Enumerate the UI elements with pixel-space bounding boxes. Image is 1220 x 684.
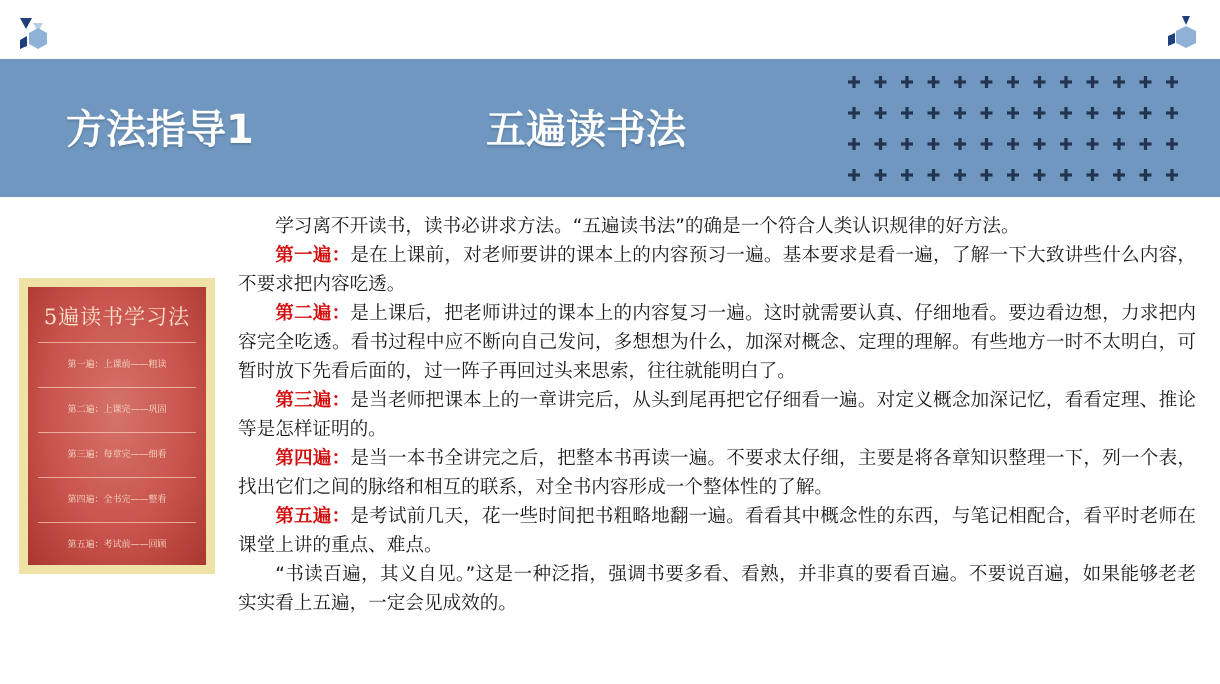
plus-mark — [1166, 107, 1178, 119]
pass-label: 第四遍： — [275, 448, 351, 469]
plus-mark — [901, 107, 913, 119]
pass-paragraph-3 — [238, 386, 1196, 444]
plus-mark — [1060, 138, 1072, 150]
section-label: 方法指导1 — [66, 107, 254, 153]
plus-mark — [954, 169, 966, 181]
plus-mark — [901, 169, 913, 181]
plus-mark — [1007, 138, 1019, 150]
pass-paragraph-2 — [238, 299, 1196, 386]
plus-mark — [954, 76, 966, 88]
poster-image — [19, 278, 215, 574]
poster-row: 第四遍：全书完——整看 — [38, 477, 196, 522]
pass-text: 是上课后，把老师讲过的课本上的内容复习一遍。这时就需要认真、仔细地看。要边看边想，力求把内容完全吃透。看书过程中应不断向自己发问，多想想为什么，加深对概念、定理的理解。有些地方一时不太明白，可暂时放下先看后面的，过一阵子再回过头来思索，往往就能明白了。 — [238, 303, 1196, 382]
plus-mark — [1087, 107, 1099, 119]
plus-mark — [928, 76, 940, 88]
pass-paragraph-1 — [238, 241, 1196, 299]
plus-mark — [1060, 107, 1072, 119]
plus-mark — [1034, 76, 1046, 88]
article-body — [238, 212, 1196, 618]
plus-mark — [901, 138, 913, 150]
plus-mark — [954, 138, 966, 150]
plus-mark — [1113, 76, 1125, 88]
plus-mark — [1140, 138, 1152, 150]
plus-mark — [1166, 169, 1178, 181]
intro-paragraph: 学习离不开读书，读书必讲求方法。“五遍读书法”的确是一个符合人类认识规律的好方法。 — [275, 216, 1020, 237]
plus-mark — [928, 138, 940, 150]
plus-mark — [1007, 76, 1019, 88]
plus-mark — [875, 76, 887, 88]
plus-mark — [1140, 169, 1152, 181]
pass-paragraph-4 — [238, 444, 1196, 502]
pass-text: 是考试前几天，花一些时间把书粗略地翻一遍。看看其中概念性的东西，与笔记相配合，看平时老师在课堂上讲的重点、难点。 — [238, 506, 1196, 556]
pass-paragraph-5 — [238, 502, 1196, 560]
plus-mark — [875, 107, 887, 119]
plus-mark — [954, 107, 966, 119]
logo-icon — [16, 14, 52, 54]
plus-mark — [1087, 169, 1099, 181]
plus-mark — [928, 169, 940, 181]
plus-mark — [1034, 138, 1046, 150]
pass-label: 第二遍： — [275, 303, 351, 324]
pass-text: 是当一本书全讲完之后，把整本书再读一遍。不要求太仔细，主要是将各章知识整理一下，列一个表，找出它们之间的脉络和相互的联系，对全书内容形成一个整体性的了解。 — [238, 448, 1196, 498]
plus-mark — [1113, 107, 1125, 119]
conclusion-paragraph: “书读百遍，其义自见。”这是一种泛指，强调书要多看、看熟，并非真的要看百遍。不要说百遍，如果能够老老实实看上五遍，一定会见成效的。 — [238, 564, 1196, 614]
plus-mark — [1087, 76, 1099, 88]
poster-row: 第二遍：上课完——巩固 — [38, 387, 196, 432]
plus-mark — [981, 169, 993, 181]
plus-mark — [1166, 138, 1178, 150]
plus-mark — [981, 138, 993, 150]
pass-label: 第一遍： — [275, 245, 351, 266]
pass-text: 是当老师把课本上的一章讲完后，从头到尾再把它仔细看一遍。对定义概念加深记忆，看看定理、推论等是怎样证明的。 — [238, 390, 1196, 440]
poster-row: 第三遍：每章完——细看 — [38, 432, 196, 477]
pass-text: 是在上课前，对老师要讲的课本上的内容预习一遍。基本要求是看一遍，了解一下大致讲些什么内容，不要求把内容吃透。 — [238, 245, 1196, 295]
plus-mark — [848, 107, 860, 119]
plus-mark — [981, 107, 993, 119]
plus-mark — [1087, 138, 1099, 150]
plus-mark — [848, 169, 860, 181]
plus-mark — [1060, 169, 1072, 181]
plus-mark — [848, 138, 860, 150]
plus-pattern — [842, 70, 1192, 188]
plus-mark — [1007, 107, 1019, 119]
plus-mark — [981, 76, 993, 88]
plus-mark — [1007, 169, 1019, 181]
plus-mark — [1140, 76, 1152, 88]
poster-title: 5遍读书学习法 — [43, 305, 191, 329]
plus-mark — [1113, 169, 1125, 181]
pass-label: 第五遍： — [275, 506, 351, 527]
plus-mark — [1113, 138, 1125, 150]
plus-mark — [875, 138, 887, 150]
plus-mark — [928, 107, 940, 119]
plus-mark — [1034, 169, 1046, 181]
plus-mark — [1140, 107, 1152, 119]
pass-label: 第三遍： — [275, 390, 351, 411]
topic-title: 五遍读书法 — [486, 107, 686, 153]
plus-mark — [1166, 76, 1178, 88]
poster-row: 第一遍：上课前——粗读 — [38, 342, 196, 387]
plus-mark — [901, 76, 913, 88]
plus-mark — [1034, 107, 1046, 119]
poster-row: 第五遍：考试前——回顾 — [38, 522, 196, 565]
plus-mark — [848, 76, 860, 88]
poster-board — [28, 287, 206, 565]
plus-mark — [875, 169, 887, 181]
plus-mark — [1060, 76, 1072, 88]
logo-icon — [1166, 14, 1202, 54]
